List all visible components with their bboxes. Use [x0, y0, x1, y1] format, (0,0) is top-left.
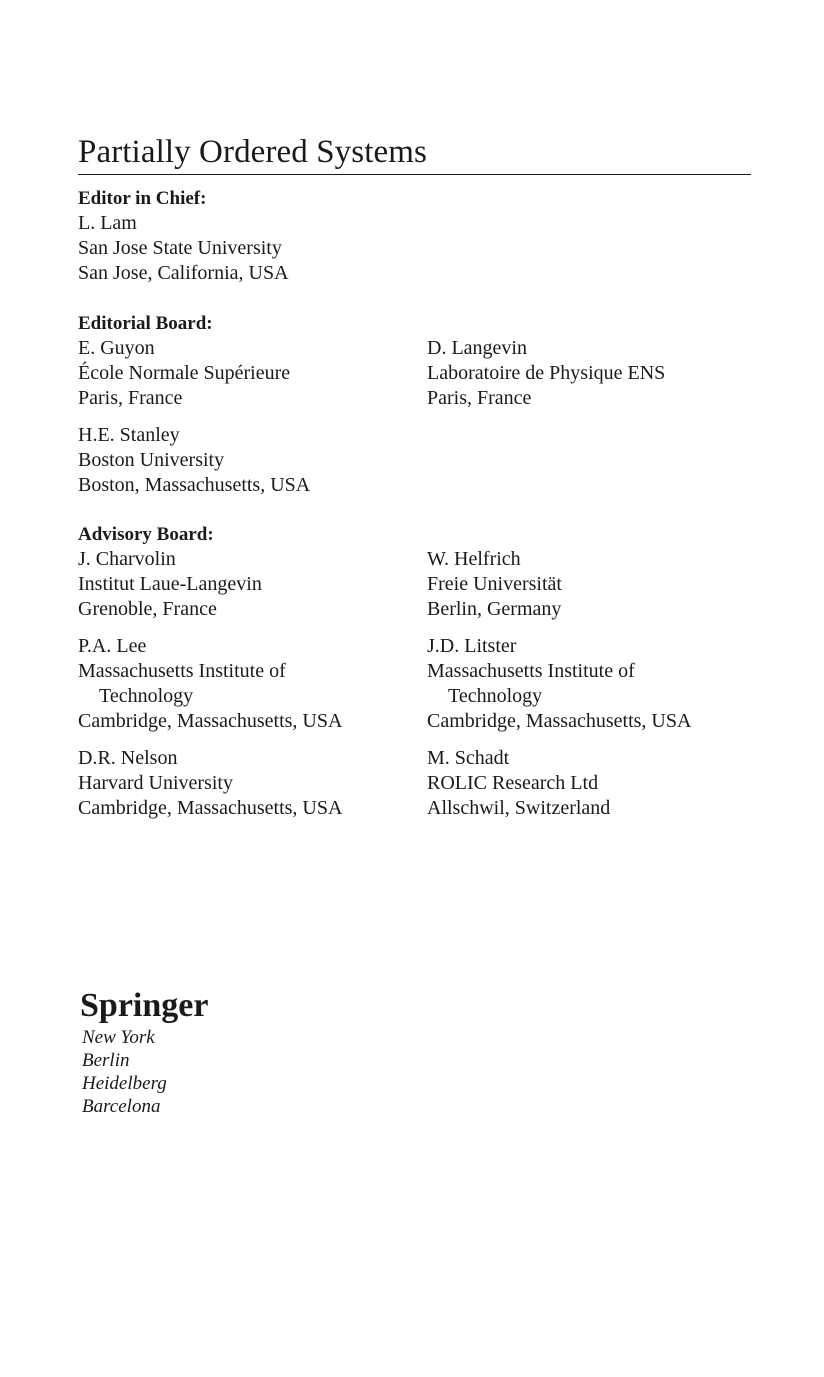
- advisory-board-member: [427, 547, 562, 622]
- member-affiliation: Technology: [99, 685, 194, 707]
- publisher-city: Berlin: [82, 1050, 130, 1071]
- member-name: E. Guyon: [78, 337, 155, 359]
- member-affiliation: Institut Laue-Langevin: [78, 573, 262, 595]
- member-location: Cambridge, Massachusetts, USA: [78, 797, 343, 819]
- member-name: J. Charvolin: [78, 548, 176, 570]
- advisory-board-member: [427, 746, 610, 821]
- editorial-board-member: [78, 423, 310, 498]
- editor-in-chief-location: San Jose, California, USA: [78, 262, 289, 284]
- member-affiliation: Massachusetts Institute of: [427, 660, 635, 682]
- member-name: P.A. Lee: [78, 635, 147, 657]
- advisory-board-member: [78, 634, 342, 734]
- advisory-board-member: [427, 634, 691, 734]
- member-location: Allschwil, Switzerland: [427, 797, 611, 819]
- editorial-board-member: [427, 336, 665, 411]
- editor-in-chief-name: L. Lam: [78, 212, 137, 234]
- member-location: Paris, France: [427, 387, 532, 409]
- member-name: D. Langevin: [427, 337, 527, 359]
- advisory-board-member: [78, 746, 342, 821]
- member-name: H.E. Stanley: [78, 424, 180, 446]
- member-location: Grenoble, France: [78, 598, 217, 620]
- editorial-board-heading: Editorial Board:: [78, 313, 213, 334]
- member-location: Paris, France: [78, 387, 183, 409]
- member-name: J.D. Litster: [427, 635, 517, 657]
- advisory-board-member: [78, 547, 262, 622]
- member-affiliation: Freie Universität: [427, 573, 562, 595]
- member-affiliation: Massachusetts Institute of: [78, 660, 286, 682]
- member-name: M. Schadt: [427, 747, 510, 769]
- advisory-board-heading: Advisory Board:: [78, 524, 214, 545]
- member-name: W. Helfrich: [427, 548, 521, 570]
- member-affiliation: ROLIC Research Ltd: [427, 772, 599, 794]
- member-location: Cambridge, Massachusetts, USA: [78, 710, 343, 732]
- editor-in-chief-affiliation: San Jose State University: [78, 237, 282, 259]
- member-location: Berlin, Germany: [427, 598, 562, 620]
- series-title: Partially Ordered Systems: [78, 134, 427, 170]
- member-affiliation: Boston University: [78, 449, 225, 471]
- publisher-city: New York: [82, 1027, 155, 1048]
- editorial-board-member: [78, 336, 290, 411]
- member-location: Boston, Massachusetts, USA: [78, 474, 311, 496]
- member-location: Cambridge, Massachusetts, USA: [427, 710, 692, 732]
- editor-in-chief-heading: Editor in Chief:: [78, 188, 207, 209]
- member-affiliation: Technology: [448, 685, 543, 707]
- member-name: D.R. Nelson: [78, 747, 178, 769]
- member-affiliation: Laboratoire de Physique ENS: [427, 362, 666, 384]
- publisher-name: Springer: [80, 987, 209, 1024]
- publisher-city: Heidelberg: [82, 1073, 167, 1094]
- member-affiliation: Harvard University: [78, 772, 233, 794]
- member-affiliation: École Normale Supérieure: [78, 362, 291, 384]
- publisher-city: Barcelona: [82, 1096, 161, 1117]
- editor-in-chief-block: [78, 211, 289, 286]
- title-rule: [78, 174, 751, 175]
